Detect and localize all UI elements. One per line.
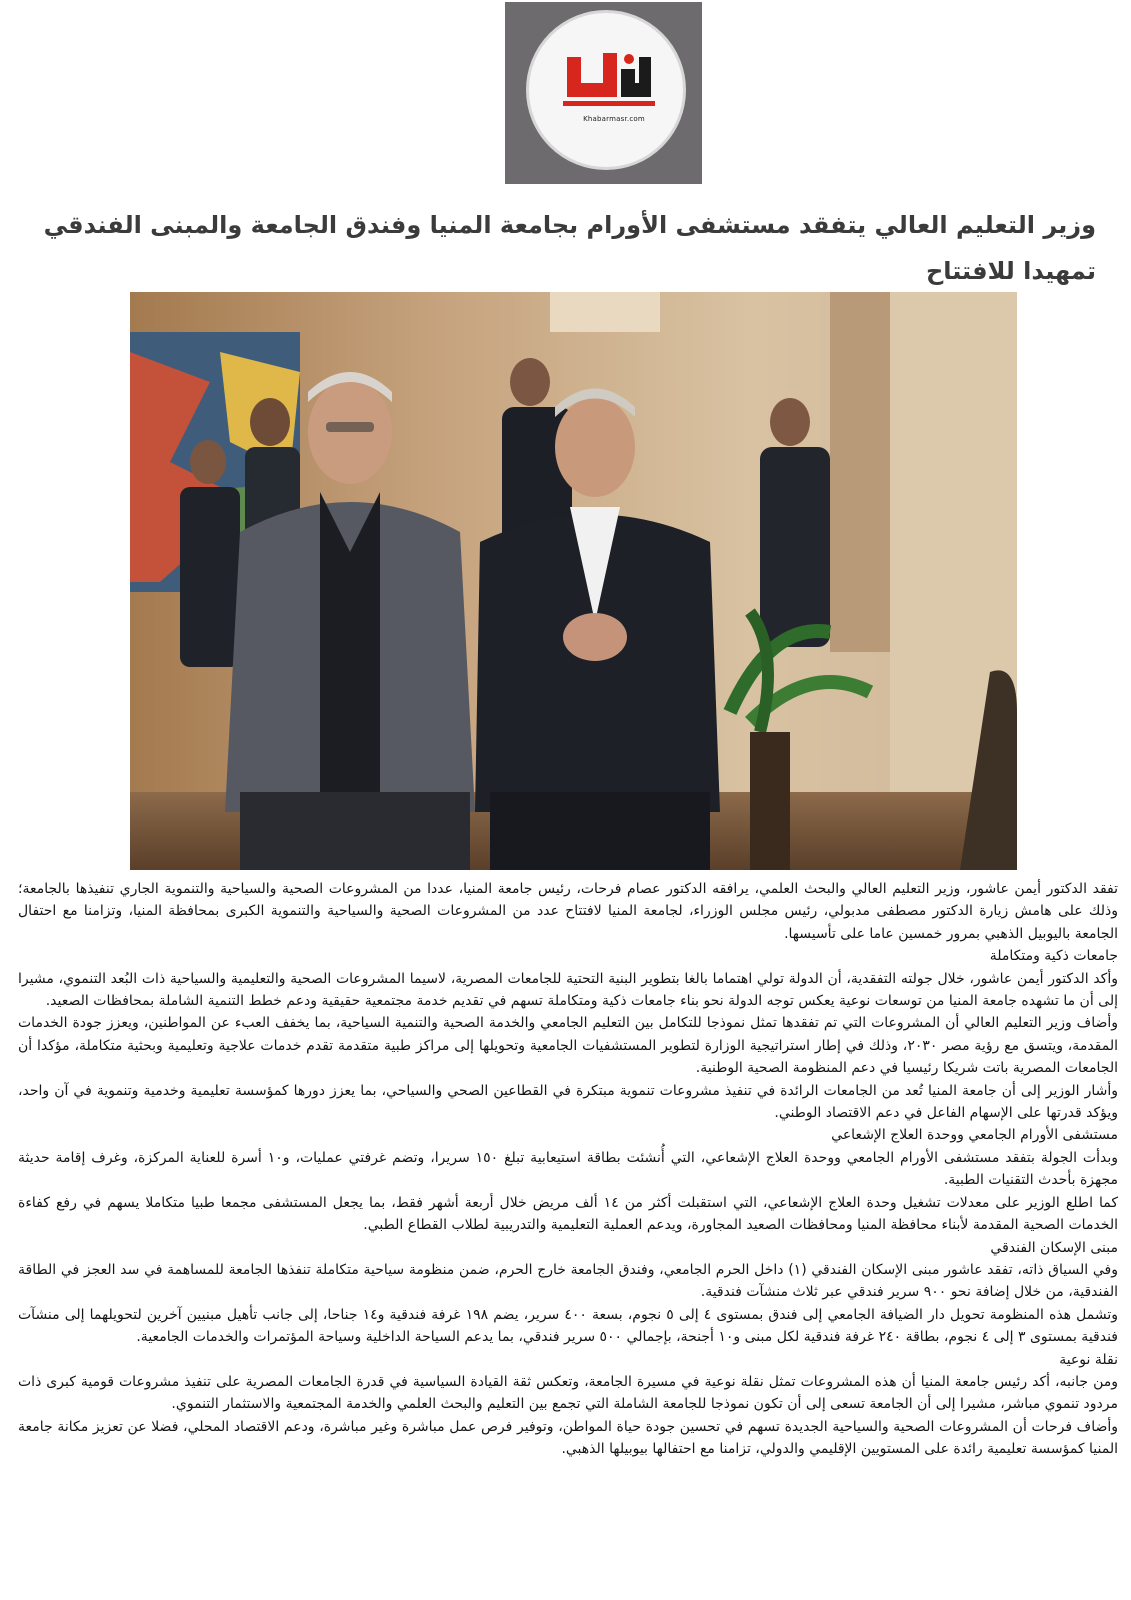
article-paragraph: وأكد الدكتور أيمن عاشور، خلال جولته التفقدية، أن الدولة تولي اهتماما بالغا بتطوير البنية التحتية للجامعات المصرية، لاسيما المشروعات الصحية والتعليمية والسياحية ذات البُعد التنموي، مشيرا إلى أن ما تشهده جامعة المنيا من توسعات نوعية يعكس توجه الدولة نحو بناء جامعات ذكية ومتكاملة تسهم في تقديم خدمة مجتمعية حقيقية ودعم خطط التنمية الشاملة بمحافظات الصعيد. — [18, 970, 1118, 1010]
article-headline: وزير التعليم العالي يتفقد مستشفى الأورام بجامعة المنيا وفندق الجامعة والمبنى الفندقي تمهيدا للافتتاح — [43, 211, 1096, 285]
article-paragraph: وأضاف وزير التعليم العالي أن المشروعات التي تم تفقدها تمثل نموذجا للتكامل بين التعليم الجامعي والخدمة الصحية والتنمية السياحية، بما يخفف العبء عن المواطنين، ويعزز جودة الخدمات المقدمة، ويتسق مع رؤية مصر ٢٠٣٠، وذلك في إطار استراتيجية الوزارة لتطوير المستشفيات الجامعية وتحويلها إلى مراكز طبية متقدمة تقدم خدمات علاجية وتعليمية وبحثية متكاملة، مؤكدا أن الجامعات المصرية باتت شريكا رئيسيا في دعم المنظومة الصحية الوطنية. — [18, 1015, 1118, 1077]
article-paragraph: ومن جانبه، أكد رئيس جامعة المنيا أن هذه المشروعات تمثل نقلة نوعية في مسيرة الجامعة، وتعكس ثقة القيادة السياسية في قدرة الجامعات المصرية على تنفيذ مشروعات قومية كبرى ذات مردود تنموي مباشر، مشيرا إلى أن الجامعة تسعى إلى أن تكون نموذجا للجامعة الشاملة التي تجمع بين التعليم والبحث العلمي والخدمة المجتمعية والاستثمار التنموي. — [18, 1373, 1118, 1413]
news-photo — [130, 292, 1017, 870]
article-body — [18, 878, 1118, 1461]
article-subheading: جامعات ذكية ومتكاملة — [989, 948, 1118, 965]
site-logo[interactable] — [505, 2, 702, 184]
article-subheading: مستشفى الأورام الجامعي ووحدة العلاج الإشعاعي — [831, 1127, 1118, 1144]
article-paragraph: تفقد الدكتور أيمن عاشور، وزير التعليم العالي والبحث العلمي، يرافقه الدكتور عصام فرحات، رئيس جامعة المنيا، عددا من المشروعات الصحية والسياحية والتنموية الجاري تنفيذها بالجامعة؛ وذلك على هامش زيارة الدكتور مصطفى مدبولي، رئيس مجلس الوزراء، لجامعة المنيا لافتتاح عدد من المشروعات الصحية والسياحية والتنموية الكبرى بمحافظة المنيا، وتزامنا مع احتفال الجامعة باليوبيل الذهبي بمرور خمسين عاما على تأسيسها. — [18, 881, 1118, 942]
logo-url: Khabarmasr.com — [583, 115, 645, 123]
article-paragraph: وبدأت الجولة بتفقد مستشفى الأورام الجامعي ووحدة العلاج الإشعاعي، التي أُنشئت بطاقة استيعابية تبلغ ١٥٠ سريرا، وتضم غرفتي عمليات، و١٠ أسرة للعناية المركزة، وغرف إقامة حديثة مجهزة بأحدث التقنيات الطبية. — [18, 1149, 1118, 1189]
khabar-masr-logo-mark — [563, 47, 655, 109]
article-paragraph: وأشار الوزير إلى أن جامعة المنيا تُعد من الجامعات الرائدة في تنفيذ مشروعات تنموية مبتكرة في القطاعين الصحي والسياحي، بما يعزز دورها كمؤسسة تعليمية وخدمية وتنموية في آن واحد، ويؤكد قدرتها على الإسهام الفاعل في دعم الاقتصاد الوطني. — [18, 1082, 1118, 1122]
article-paragraph: كما اطلع الوزير على معدلات تشغيل وحدة العلاج الإشعاعي، التي استقبلت أكثر من ١٤ ألف مريض خلال أربعة أشهر فقط، بما يجعل المستشفى مجمعا طبيا متكاملا يسهم في رفع كفاءة الخدمات الصحية المقدمة لأبناء محافظة المنيا ومحافظات الصعيد المجاورة، ويدعم العملية التعليمية والتدريبية لطلاب القطاع الطبي. — [18, 1194, 1118, 1234]
article-paragraph: وفي السياق ذاته، تفقد عاشور مبنى الإسكان الفندقي (١) داخل الحرم الجامعي، وفندق الجامعة خارج الحرم، ضمن منظومة سياحية متكاملة تنفذها الجامعة للمساهمة في سد العجز في الطاقة الفندقية، من خلال إضافة نحو ٩٠٠ سرير فندقي عبر ثلاث منشآت فندقية. — [18, 1261, 1118, 1301]
article-subheading: نقلة نوعية — [1059, 1351, 1118, 1368]
article-subheading: مبنى الإسكان الفندقي — [990, 1239, 1118, 1256]
article-paragraph: وتشمل هذه المنظومة تحويل دار الضيافة الجامعي إلى فندق بمستوى ٤ إلى ٥ نجوم، بسعة ٤٠٠ سرير، يضم ١٩٨ غرفة فندقية و١٤ جناحا، إلى جانب تأهيل مبنيين آخرين لتحويلهما إلى منشآت فندقية بمستوى ٣ إلى ٤ نجوم، بطاقة ٢٤٠ غرفة فندقية لكل مبنى و١٠ أجنحة، بإجمالي ٥٠٠ سرير فندقي، بما يدعم السياحة الداخلية وسياحة المؤتمرات والخدمات الجامعية. — [18, 1306, 1118, 1346]
article-paragraph: وأضاف فرحات أن المشروعات الصحية والسياحية الجديدة تسهم في تحسين جودة حياة المواطن، وتوفير فرص عمل مباشرة وغير مباشرة، ودعم الاقتصاد المحلي، فضلا عن تعزيز مكانة جامعة المنيا كمؤسسة تعليمية رائدة على المستويين الإقليمي والدولي، تزامنا مع احتفالها بيوبيلها الذهبي. — [18, 1418, 1118, 1458]
logo-circle — [526, 10, 686, 170]
photo-illustration — [130, 292, 1017, 870]
